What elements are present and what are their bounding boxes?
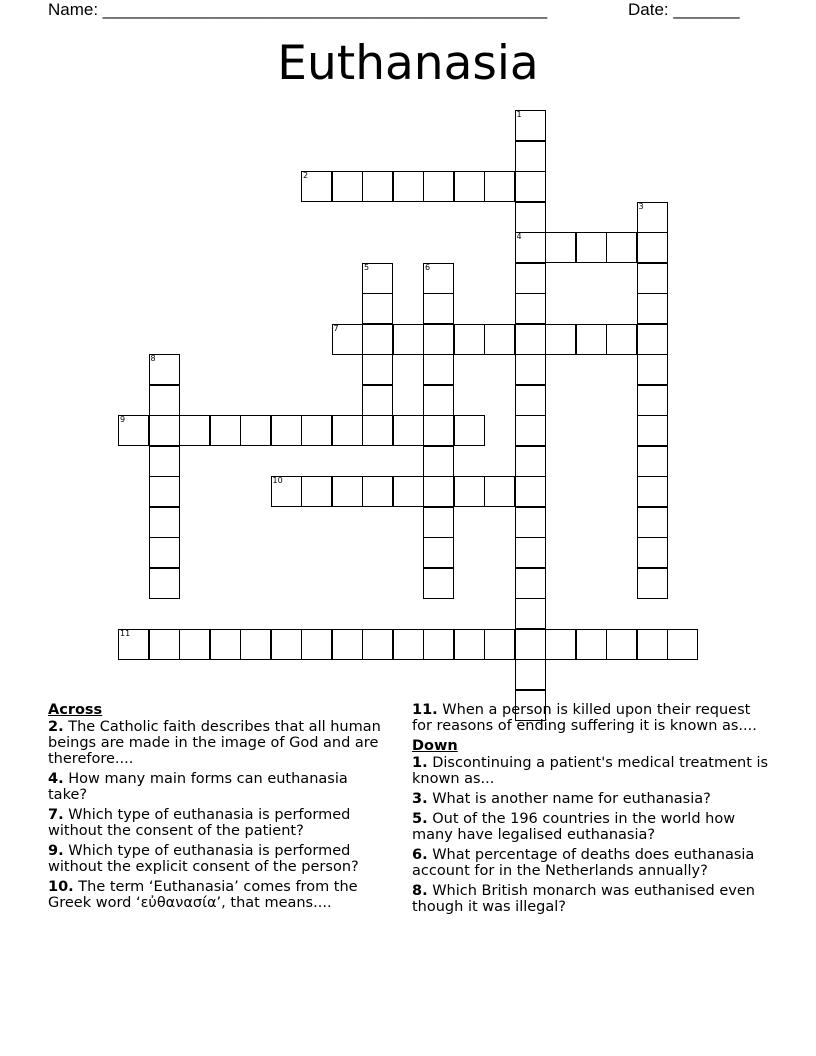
crossword-cell[interactable] [423,354,454,385]
clue-down-1 [412,755,772,787]
crossword-cell[interactable] [271,415,302,446]
crossword-cell[interactable] [149,537,180,568]
crossword-cell[interactable] [240,415,271,446]
crossword-cell[interactable] [423,476,454,507]
cell-number: 2 [303,171,309,180]
crossword-cell[interactable] [515,446,546,477]
clue-across-7 [48,807,388,839]
crossword-cell[interactable] [332,629,363,660]
crossword-cell[interactable] [332,324,363,355]
clue-number: 1. [412,755,428,771]
crossword-cell[interactable] [393,629,424,660]
crossword-cell[interactable] [545,232,576,263]
crossword-cell[interactable] [423,385,454,416]
crossword-cell[interactable] [606,324,637,355]
crossword-cell[interactable] [423,293,454,324]
crossword-cell[interactable] [637,537,668,568]
crossword-cell[interactable] [515,171,546,202]
crossword-cell[interactable] [667,629,698,660]
cell-number: 5 [364,262,370,272]
across-heading: Across [48,702,103,718]
crossword-cell[interactable] [423,324,454,355]
crossword-cell[interactable] [393,324,424,355]
crossword-cell[interactable] [637,568,668,599]
crossword-cell[interactable] [362,476,393,507]
crossword-cell[interactable] [301,629,332,660]
crossword-cell[interactable] [484,171,515,202]
clue-text: What is another name for euthanasia? [432,791,711,807]
crossword-cell[interactable] [606,629,637,660]
crossword-cell[interactable] [515,537,546,568]
crossword-cell[interactable] [484,476,515,507]
crossword-cell[interactable] [515,110,546,141]
clue-number: 10. [48,879,74,895]
crossword-cell[interactable] [515,507,546,538]
crossword-cell[interactable] [423,537,454,568]
crossword-cell[interactable] [576,232,607,263]
crossword-cell[interactable] [240,629,271,660]
crossword-cell[interactable] [362,171,393,202]
crossword-cell[interactable] [393,415,424,446]
crossword-cell[interactable] [484,629,515,660]
crossword-cell[interactable] [362,629,393,660]
clue-across-10 [48,879,388,911]
crossword-cell[interactable] [515,324,546,355]
crossword-cell[interactable] [637,629,668,660]
clue-number: 5. [412,811,428,827]
crossword-cell[interactable] [423,629,454,660]
crossword-cell[interactable] [118,415,149,446]
crossword-cell[interactable] [576,324,607,355]
cell-number: 11 [120,628,131,638]
date-field-label[interactable]: Date: _______ [628,0,740,19]
crossword-cell[interactable] [301,171,332,202]
crossword-cell[interactable] [454,415,485,446]
crossword-cell[interactable] [576,629,607,660]
crossword-cell[interactable] [301,415,332,446]
crossword-cell[interactable] [179,415,210,446]
clue-text: Discontinuing a patient's medical treatment is known as... [412,755,769,787]
clue-number: 9. [48,843,64,859]
down-heading: Down [412,738,458,754]
crossword-cell[interactable] [637,324,668,355]
clue-number: 4. [48,771,64,787]
crossword-cell[interactable] [454,171,485,202]
crossword-cell[interactable] [515,141,546,172]
crossword-cell[interactable] [515,598,546,629]
crossword-cell[interactable] [332,171,363,202]
crossword-cell[interactable] [515,659,546,690]
crossword-cell[interactable] [271,476,302,507]
crossword-cell[interactable] [210,415,241,446]
crossword-cell[interactable] [393,476,424,507]
crossword-cell[interactable] [637,354,668,385]
clue-text: The term ‘Euthanasia’ comes from the Greek word ‘εὐθανασία’, that means.... [48,879,358,911]
crossword-cell[interactable] [118,629,149,660]
crossword-cell[interactable] [545,324,576,355]
crossword-cell[interactable] [149,415,180,446]
clue-text: How many main forms can euthanasia take? [48,771,348,803]
crossword-cell[interactable] [515,293,546,324]
crossword-cell[interactable] [515,629,546,660]
crossword-cell[interactable] [423,415,454,446]
clue-text: Which type of euthanasia is performed without the explicit consent of the person? [48,843,359,875]
clue-across-2 [48,719,388,767]
crossword-cell[interactable] [301,476,332,507]
clue-number: 11. [412,702,438,718]
crossword-cell[interactable] [515,263,546,294]
clue-down-6 [412,847,772,879]
cell-number: 6 [425,262,431,272]
crossword-cell[interactable] [637,415,668,446]
crossword-cell[interactable] [637,476,668,507]
crossword-cell[interactable] [362,324,393,355]
crossword-cell[interactable] [637,385,668,416]
crossword-cell[interactable] [515,385,546,416]
cell-number: 10 [272,476,283,485]
crossword-cell[interactable] [149,629,180,660]
crossword-cell[interactable] [454,476,485,507]
crossword-cell[interactable] [637,446,668,477]
crossword-cell[interactable] [484,324,515,355]
crossword-cell[interactable] [149,568,180,599]
crossword-cell[interactable] [606,232,637,263]
clue-down-8 [412,883,772,915]
crossword-cell[interactable] [515,476,546,507]
crossword-cell[interactable] [637,202,668,233]
clue-number: 2. [48,719,64,735]
crossword-cell[interactable] [515,568,546,599]
crossword-cell[interactable] [515,202,546,233]
crossword-cell[interactable] [454,629,485,660]
crossword-cell[interactable] [637,232,668,263]
clue-across-4 [48,771,388,803]
crossword-cell[interactable] [362,385,393,416]
cell-number: 4 [516,232,522,241]
crossword-cell[interactable] [362,354,393,385]
clue-text: Which type of euthanasia is performed without the consent of the patient? [48,807,351,839]
crossword-cell[interactable] [637,507,668,538]
clue-down-3 [412,791,772,807]
crossword-cell[interactable] [423,446,454,477]
crossword-cell[interactable] [362,263,393,294]
crossword-cell[interactable] [454,324,485,355]
page-title: Euthanasia [277,36,539,91]
crossword-cell[interactable] [423,171,454,202]
crossword-cell[interactable] [515,354,546,385]
crossword-cell[interactable] [149,385,180,416]
crossword-cell[interactable] [210,629,241,660]
crossword-cell[interactable] [149,354,180,385]
clues-left-column [48,702,388,915]
crossword-cell[interactable] [362,415,393,446]
cell-number: 8 [150,354,156,363]
clue-number: 6. [412,847,428,863]
crossword-cell[interactable] [332,476,363,507]
crossword-cell[interactable] [179,629,210,660]
clue-text: The Catholic faith describes that all human beings are made in the image of God and are therefore.... [48,719,381,767]
clue-across-11 [412,702,772,734]
cell-number: 9 [120,415,126,424]
cell-number: 7 [333,323,339,333]
crossword-cell[interactable] [149,446,180,477]
clue-number: 7. [48,807,64,823]
name-field-label[interactable]: Name: _______________________________________________ [48,0,548,19]
crossword-cell[interactable] [423,263,454,294]
clue-number: 8. [412,883,428,899]
cell-number: 3 [638,201,644,211]
clue-text: When a person is killed upon their request for reasons of ending suffering it is known as.... [412,702,757,734]
crossword-cell[interactable] [423,568,454,599]
clues-right-column [412,702,772,919]
crossword-cell[interactable] [515,415,546,446]
crossword-cell[interactable] [515,232,546,263]
clue-text: Which British monarch was euthanised even though it was illegal? [412,883,755,915]
clue-across-9 [48,843,388,875]
crossword-cell[interactable] [637,263,668,294]
crossword-cell[interactable] [149,476,180,507]
clue-text: What percentage of deaths does euthanasia account for in the Netherlands annually? [412,847,755,879]
crossword-cell[interactable] [149,507,180,538]
crossword-cell[interactable] [423,507,454,538]
crossword-cell[interactable] [637,293,668,324]
crossword-cell[interactable] [362,293,393,324]
clue-number: 3. [412,791,428,807]
clue-text: Out of the 196 countries in the world how many have legalised euthanasia? [412,811,736,843]
crossword-cell[interactable] [393,171,424,202]
clue-down-5 [412,811,772,843]
cell-number: 1 [516,110,522,119]
crossword-cell[interactable] [332,415,363,446]
crossword-cell[interactable] [271,629,302,660]
crossword-cell[interactable] [545,629,576,660]
